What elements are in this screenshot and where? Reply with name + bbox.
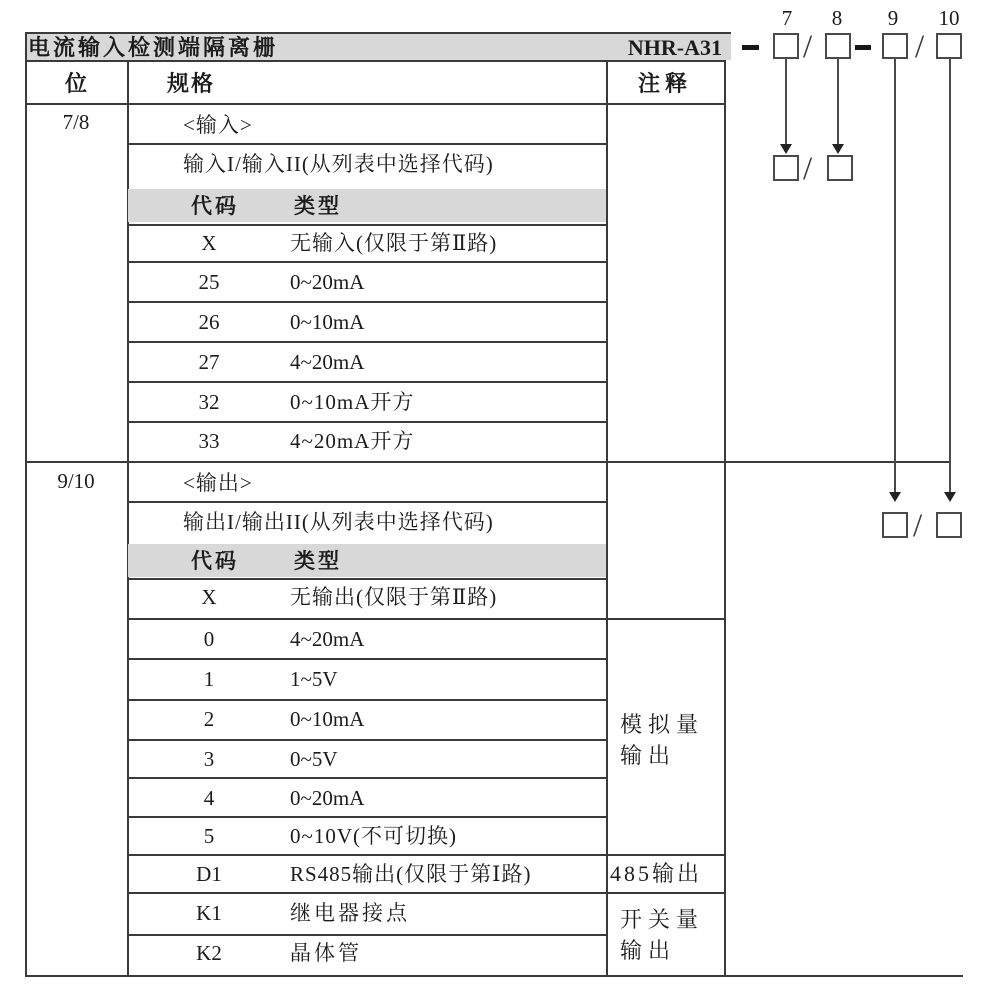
col-header-spec: 规格 bbox=[167, 71, 216, 96]
note-analog-output: 模拟量输出 bbox=[620, 712, 705, 768]
code-cell: 3 bbox=[203, 747, 215, 771]
row-line bbox=[128, 224, 607, 226]
type-cell: 4~20mA开方 bbox=[290, 429, 415, 453]
arrowhead-8 bbox=[832, 144, 844, 154]
table-left-border bbox=[25, 32, 27, 977]
arrowhead-9 bbox=[889, 492, 901, 502]
col-header-position: 位 bbox=[64, 71, 87, 96]
row-line bbox=[128, 854, 726, 856]
type-cell: 无输入(仅限于第Ⅱ路) bbox=[290, 231, 498, 255]
order-dash bbox=[742, 45, 759, 50]
divider bbox=[25, 60, 726, 62]
row-line bbox=[128, 421, 607, 423]
row-line bbox=[128, 699, 607, 701]
code-cell: X bbox=[201, 231, 217, 255]
col-header-note: 注释 bbox=[637, 71, 692, 96]
arrow-line-9 bbox=[894, 59, 896, 493]
section-position: 7/8 bbox=[62, 110, 90, 134]
code-cell: 2 bbox=[203, 707, 215, 731]
row-line bbox=[128, 143, 607, 145]
code-cell: 25 bbox=[198, 270, 220, 294]
code-header: 代码 bbox=[191, 549, 239, 573]
code-cell: 27 bbox=[198, 350, 220, 374]
row-line bbox=[128, 501, 607, 503]
row-line bbox=[128, 341, 607, 343]
type-header: 类型 bbox=[294, 194, 342, 218]
digit-label-10: 10 bbox=[938, 6, 960, 30]
row-line bbox=[128, 301, 607, 303]
row-line bbox=[128, 261, 607, 263]
arrow-line-10 bbox=[949, 59, 951, 493]
digit-label-7: 7 bbox=[781, 6, 793, 30]
type-cell: 0~10mA bbox=[290, 707, 365, 731]
code-cell: 0 bbox=[203, 627, 215, 651]
table-top-border bbox=[25, 32, 731, 34]
row-line bbox=[128, 892, 726, 894]
order-slash: / bbox=[803, 29, 813, 65]
code-cell: 5 bbox=[203, 824, 215, 848]
row-line bbox=[128, 739, 607, 741]
input-code-box-II bbox=[827, 155, 853, 181]
order-dash bbox=[855, 45, 871, 50]
order-slash: / bbox=[913, 508, 923, 544]
code-box-7 bbox=[773, 33, 799, 59]
product-title: 电流输入检测端隔离栅 bbox=[28, 35, 279, 60]
code-cell: 1 bbox=[203, 667, 215, 691]
column-divider bbox=[606, 60, 608, 977]
row-line bbox=[128, 381, 607, 383]
type-cell: 0~20mA bbox=[290, 270, 365, 294]
group-label: <输入> bbox=[183, 113, 253, 137]
output-code-box-I bbox=[882, 512, 908, 538]
row-line bbox=[128, 658, 607, 660]
row-line bbox=[128, 618, 726, 620]
type-cell: 无输出(仅限于第Ⅱ路) bbox=[290, 585, 498, 609]
group-label: <输出> bbox=[183, 471, 253, 495]
table-right-border bbox=[724, 60, 726, 977]
code-cell: 32 bbox=[198, 390, 220, 414]
code-cell: X bbox=[201, 585, 217, 609]
type-cell: 4~20mA bbox=[290, 627, 365, 651]
note-485-output: 485输出 bbox=[610, 861, 703, 886]
table-bottom-border bbox=[25, 975, 963, 977]
row-line bbox=[128, 816, 607, 818]
code-header: 代码 bbox=[191, 194, 239, 218]
digit-label-9: 9 bbox=[887, 6, 899, 30]
output-code-box-II bbox=[936, 512, 962, 538]
arrow-line-8 bbox=[837, 59, 839, 145]
type-cell: 继电器接点 bbox=[290, 901, 410, 925]
code-cell: K1 bbox=[196, 901, 222, 925]
order-slash: / bbox=[803, 151, 813, 187]
type-cell: RS485输出(仅限于第Ⅰ路) bbox=[290, 862, 532, 886]
code-cell: K2 bbox=[196, 941, 222, 965]
section-position: 9/10 bbox=[57, 469, 95, 493]
arrowhead-10 bbox=[944, 492, 956, 502]
divider bbox=[25, 103, 726, 105]
section-divider bbox=[25, 461, 950, 463]
note-switch-output: 开关量输出 bbox=[620, 907, 705, 963]
code-cell: D1 bbox=[196, 862, 222, 886]
row-line bbox=[128, 934, 607, 936]
code-cell: 4 bbox=[203, 786, 215, 810]
arrowhead-7 bbox=[780, 144, 792, 154]
type-cell: 0~20mA bbox=[290, 786, 365, 810]
type-cell: 0~10V(不可切换) bbox=[290, 824, 458, 848]
type-cell: 晶体管 bbox=[290, 941, 362, 965]
type-cell: 0~10mA开方 bbox=[290, 390, 415, 414]
input-code-box-I bbox=[773, 155, 799, 181]
group-description: 输入I/输入II(从列表中选择代码) bbox=[183, 152, 494, 176]
code-box-9 bbox=[882, 33, 908, 59]
group-description: 输出I/输出II(从列表中选择代码) bbox=[183, 510, 494, 534]
code-cell: 26 bbox=[198, 310, 220, 334]
row-line bbox=[128, 578, 607, 580]
code-box-8 bbox=[825, 33, 851, 59]
type-cell: 0~10mA bbox=[290, 310, 365, 334]
model-code: NHR-A31 bbox=[627, 35, 722, 60]
order-slash: / bbox=[915, 29, 925, 65]
digit-label-8: 8 bbox=[831, 6, 843, 30]
type-cell: 1~5V bbox=[290, 667, 338, 691]
arrow-line-7 bbox=[785, 59, 787, 145]
code-cell: 33 bbox=[198, 429, 220, 453]
row-line bbox=[128, 777, 607, 779]
type-cell: 4~20mA bbox=[290, 350, 365, 374]
type-cell: 0~5V bbox=[290, 747, 338, 771]
code-box-10 bbox=[936, 33, 962, 59]
type-header: 类型 bbox=[294, 549, 342, 573]
